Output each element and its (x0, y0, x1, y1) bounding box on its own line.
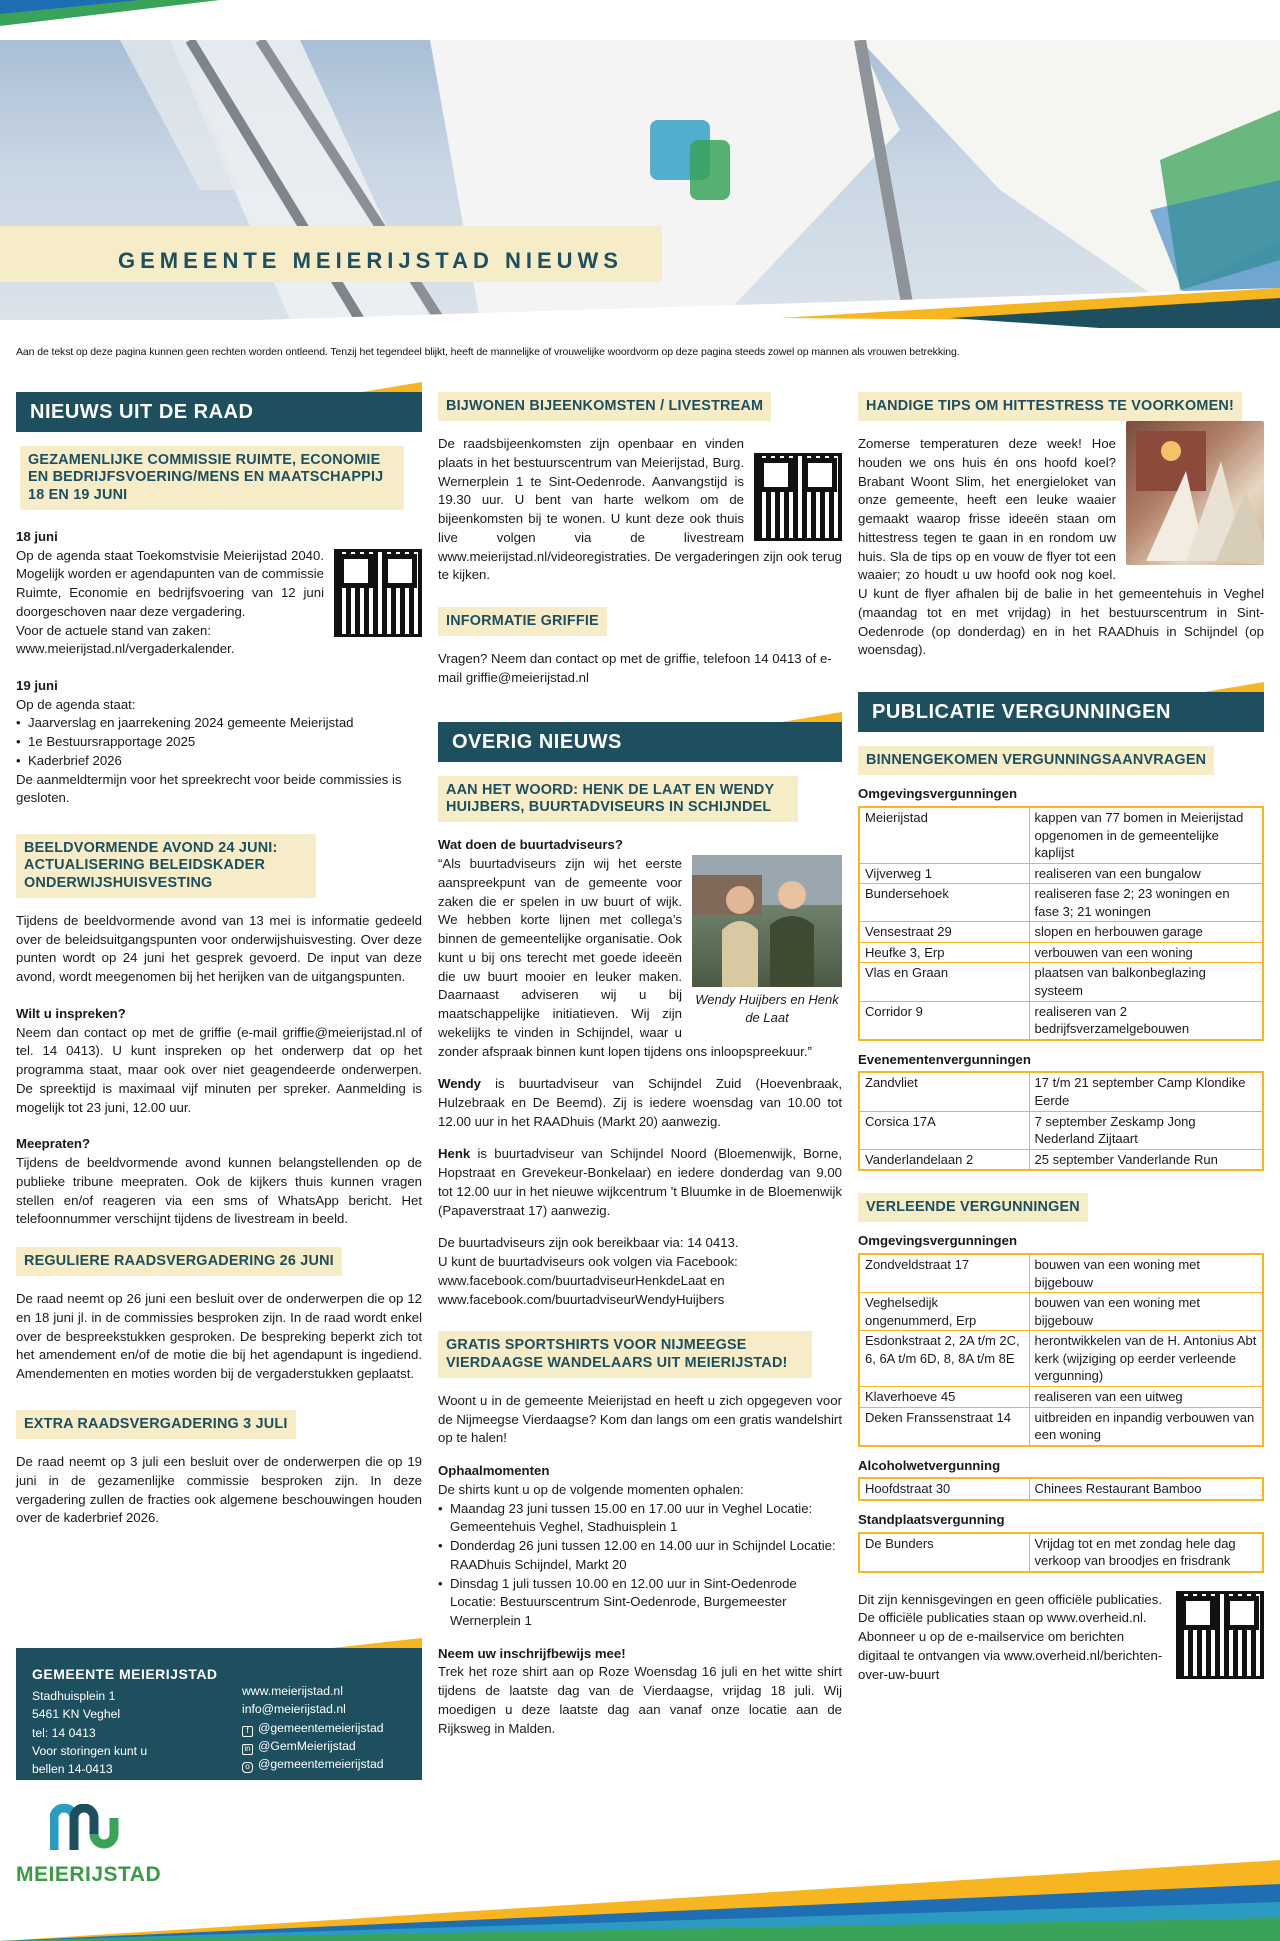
ophaalmomenten-intro: De shirts kunt u op de volgende momenten ophalen: (438, 1481, 744, 1497)
location-cell: Veghelsedijk ongenummerd, Erp (859, 1293, 1029, 1331)
list-item: • Jaarverslag en jaarrekening 2024 gemeente Meierijstad (16, 714, 422, 733)
description-cell: uitbreiden en inpandig verbouwen van een woning (1029, 1407, 1263, 1446)
table-row (859, 884, 1263, 922)
location-cell: Corsica 17A (859, 1111, 1029, 1149)
description-cell: realiseren fase 2; 23 woningen en fase 3; 21 woningen (1029, 884, 1263, 922)
bottom-color-band (0, 288, 1280, 340)
shirts-intro: Woont u in de gemeente Meierijstad en heeft u zich opgegeven voor de Nijmeegse Vierdaagse? Kom dan langs om een gratis wandelshirt op te halen! (438, 1392, 842, 1446)
inschrijfbewijs-label: Neem uw inschrijfbewijs mee! (438, 1645, 626, 1661)
location-cell: Corridor 9 (859, 1001, 1029, 1040)
agenda-list (16, 714, 422, 770)
linkedin-link[interactable]: in @GemMeierijstad (242, 1737, 412, 1755)
buurtadviseurs-quote: “Als buurtadviseurs zijn wij het eerste aanspreekpunt van de gemeente voor zaken die er spelen in uw buurt of wijk. We hebben korte lijnen met collega’s binnen de gemeentelijke organisatie. Ook kunt u bij ons terecht met goede ideeën die uw buurt mooier en leuker maken. Daarnaast adviseren wij u bij maatschappelijke initiatieven. Wij zijn wekelijks te vinden in Schijndel, waar u zonder afspraak binnen kunt lopen tijdens ons inloopspreekuur.” (438, 856, 812, 1059)
table-row (859, 1331, 1263, 1387)
meepraten-label: Meepraten? (16, 1136, 91, 1152)
description-cell: Vrijdag tot en met zondag hele dag verkoop van broodjes en frisdrank (1029, 1533, 1263, 1572)
ophaalmomenten-label: Ophaalmomenten (438, 1463, 550, 1479)
qr-code-vergaderkalender[interactable] (334, 549, 422, 637)
henk-paragraph: Henk is buurtadviseur van Schijndel Noord (Bloemenwijk, Borne, Hopstraat en Grevekeur-Bonkelaar) en iedere donderdag van 9.00 tot 12.00 uur in het nieuwe wijkcentrum 't Bluumke in de Bloemenwijk (Papaverstraat 17) aanwezig. (438, 1146, 842, 1218)
flyer-illustration (1126, 421, 1264, 565)
verleend-omgeving-label: Omgevingsvergunningen (858, 1233, 1018, 1249)
description-cell: 7 september Zeskamp Jong Nederland Zijtaart (1029, 1111, 1263, 1149)
location-cell: Vensestraat 29 (859, 922, 1029, 943)
description-cell: realiseren van 2 bedrijfsverzamelgebouwen (1029, 1001, 1263, 1040)
list-item: • 1e Bestuursrapportage 2025 (16, 733, 422, 752)
table-row (859, 1386, 1263, 1407)
commissie-18-text2: Voor de actuele stand van zaken: (16, 622, 212, 638)
evenement-label: Evenementenvergunningen (858, 1051, 1031, 1067)
location-cell: Zondveldstraat 17 (859, 1254, 1029, 1293)
qr-code-overheid[interactable] (1176, 1591, 1264, 1679)
shirts-heading: GRATIS SPORTSHIRTS VOOR NIJMEEGSE VIERDAAGSE WANDELAARS UIT MEIERIJSTAD! (438, 1331, 812, 1378)
griffie-heading: INFORMATIE GRIFFIE (438, 607, 607, 636)
table-row (859, 1407, 1263, 1446)
location-cell: Deken Franssenstraat 14 (859, 1407, 1029, 1446)
column-nieuws-uit-de-raad (16, 392, 422, 1528)
date-18-juni: 18 juni (16, 528, 58, 544)
list-item: • Kaderbrief 2026 (16, 752, 422, 771)
column-middle (438, 392, 842, 1738)
extra-heading: EXTRA RAADSVERGADERING 3 JULI (16, 1410, 296, 1439)
location-cell: Meierijstad (859, 807, 1029, 863)
publicatie-footer: Dit zijn kennisgevingen en geen officiële publicaties. De officiële publicaties staan op www.overheid.nl. Abonneer u op de e-mailservice om berichten digitaal te ontvangen via www.overheid.nl/berichten-over-uw-buurt (858, 1591, 1163, 1682)
location-cell: Esdonkstraat 2, 2A t/m 2C, 6, 6A t/m 6D, 8, 8A t/m 8E (859, 1331, 1029, 1387)
description-cell: Chinees Restaurant Bamboo (1029, 1478, 1263, 1500)
section-title-raad: NIEUWS UIT DE RAAD (16, 392, 422, 432)
location-cell: Zandvliet (859, 1072, 1029, 1111)
table-row (859, 922, 1263, 943)
description-cell: 17 t/m 21 september Camp Klondike Eerde (1029, 1072, 1263, 1111)
instagram-link[interactable]: o @gemeentemeierijstad (242, 1755, 412, 1773)
table-row (859, 807, 1263, 863)
table-row (859, 1111, 1263, 1149)
location-cell: Klaverhoeve 45 (859, 1386, 1029, 1407)
contact-email-link[interactable]: info@meierijstad.nl (242, 1702, 346, 1717)
list-item: • Donderdag 26 juni tussen 12.00 en 14.00 uur in Schijndel Locatie: RAADhuis Schijndel, Markt 20 (438, 1537, 842, 1574)
table-row (859, 1478, 1263, 1500)
inspreken-label: Wilt u inspreken? (16, 1005, 126, 1021)
location-cell: Bundersehoek (859, 884, 1029, 922)
table-row (859, 1254, 1263, 1293)
extra-text: De raad neemt op 3 juli een besluit over de onderwerpen die op 19 juni in de gezamenlijke commissie besproken zijn. In deze vergadering zullen de fracties ook algemene beschouwingen houden over de kaderbrief 2026. (16, 1454, 422, 1526)
flyer-photo (1126, 421, 1264, 565)
standplaats-table (858, 1532, 1264, 1573)
evenement-table (858, 1071, 1264, 1171)
griffie-text: Vragen? Neem dan contact op met de griffie, telefoon 14 0413 of e-mail griffie@meierijstad.nl (438, 651, 832, 686)
list-item: • Dinsdag 1 juli tussen 10.00 en 12.00 uur in Sint-Oedenrode Locatie: Bestuurscentrum Sint-Oedenrode, Burgemeester Wernerplein 1 (438, 1575, 842, 1631)
facebook-link[interactable]: f @gemeentemeierijstad (242, 1719, 412, 1737)
description-cell: herontwikkelen van de H. Antonius Abt kerk (wijziging op eerder verleende vergunning) (1029, 1331, 1263, 1387)
table-row (859, 963, 1263, 1001)
contact-tel: tel: 14 0413 (32, 1725, 96, 1740)
linkedin-icon: in (242, 1744, 253, 1755)
commissie-19-outro: De aanmeldtermijn voor het spreekrecht voor beide commissies is gesloten. (16, 771, 402, 806)
vergaderkalender-link[interactable]: www.meierijstad.nl/vergaderkalender. (16, 641, 235, 657)
logo-text: MEIERIJSTAD (16, 1863, 162, 1886)
description-cell: plaatsen van balkonbeglazing systeem (1029, 963, 1263, 1001)
description-cell: realiseren van een uitweg (1029, 1386, 1263, 1407)
section-title-overig: OVERIG NIEUWS (438, 722, 842, 762)
description-cell: slopen en herbouwen garage (1029, 922, 1263, 943)
location-cell: Vanderlandelaan 2 (859, 1149, 1029, 1170)
beeldvormend-heading: BEELDVORMENDE AVOND 24 JUNI: ACTUALISERING BELEIDSKADER ONDERWIJSHUISVESTING (16, 834, 316, 898)
location-cell: Vijverweg 1 (859, 863, 1029, 884)
buurtadviseurs-question: Wat doen de buurtadviseurs? (438, 837, 623, 853)
instagram-icon: o (242, 1762, 253, 1773)
hitte-heading: HANDIGE TIPS OM HITTESTRESS TE VOORKOMEN! (858, 392, 1242, 421)
contact-address1: Stadhuisplein 1 (32, 1689, 116, 1703)
verleend-heading: VERLEENDE VERGUNNINGEN (858, 1193, 1088, 1222)
table-row (859, 942, 1263, 963)
location-cell: Hoofdstraat 30 (859, 1478, 1029, 1500)
wendy-paragraph: Wendy is buurtadviseur van Schijndel Zuid (Hoevenbraak, Hulzebraak en De Beemd). Zij is iedere woensdag van 10.00 tot 12.00 uur in het RAADhuis (Markt 20) aanwezig. (438, 1076, 842, 1129)
standplaats-label: Standplaatsvergunning (858, 1511, 1005, 1527)
description-cell: realiseren van een bungalow (1029, 863, 1263, 884)
advisors-photo (692, 855, 842, 1026)
inspreken-text: Neem dan contact op met de griffie (e-mail griffie@meierijstad.nl of tel. 14 0413). U kunt inspreken op het onderwerp dat op het programma staat, maar ook over niet geagendeerde onderwerpen. De spreektijd is maximaal vijf minuten per spreker. Aanmelding is mogelijk tot 23 juni, 12.00 uur. (16, 1024, 422, 1115)
advisors-illustration (692, 855, 842, 987)
table-row (859, 1001, 1263, 1040)
location-cell: De Bunders (859, 1533, 1029, 1572)
qr-code-livestream[interactable] (754, 453, 842, 541)
commissie-heading: GEZAMENLIJKE COMMISSIE RUIMTE, ECONOMIE EN BEDRIJFSVOERING/MENS EN MAATSCHAPPIJ 18 EN 19 JUNI (20, 446, 404, 510)
binnengekomen-heading: BINNENGEKOMEN VERGUNNINGSAANVRAGEN (858, 746, 1214, 775)
inschrijfbewijs-text: Trek het roze shirt aan op Roze Woensdag 16 juli en het witte shirt tijdens de laatste dag van de Vierdaagse, vrijdag 18 juli. Wij moedigen u deze laatste dag aan vanaf onze locatie aan de Rijksweg in Malden. (438, 1664, 842, 1736)
contact-storing1: Voor storingen kunt u (32, 1743, 148, 1758)
bereik-text-2: U kunt de buurtadviseurs ook volgen via Facebook: (438, 1254, 738, 1270)
table-row (859, 1072, 1263, 1111)
bereik-text-1: De buurtadviseurs zijn ook bereikbaar via: 14 0413. (438, 1235, 739, 1251)
top-color-band (0, 0, 1280, 52)
facebook-icon: f (242, 1726, 253, 1737)
regulier-text: De raad neemt op 26 juni een besluit over de onderwerpen die op 12 en 18 juni jl. in de commissies besproken zijn. In de raad wordt enkel over de bespreekstukken gesproken. De bespreking beperkt zich tot het amendement en/of de motie die bij het agendapunt is ingediend. Amendementen en moties worden bij de vergaderstukken geplaatst. (16, 1291, 422, 1382)
table-row (859, 1149, 1263, 1170)
advisors-caption: Wendy Huijbers en Henk de Laat (695, 992, 839, 1025)
commissie-19-intro: Op de agenda staat: (16, 696, 136, 712)
alcohol-table (858, 1477, 1264, 1501)
description-cell: kappen van 77 bomen in Meierijstad opgenomen in de gemeentelijke kaplijst (1029, 807, 1263, 863)
contact-title: GEMEENTE MEIERIJSTAD (32, 1666, 218, 1682)
footer-color-bands (0, 1840, 1280, 1941)
list-item: • Maandag 23 juni tussen 15.00 en 17.00 uur in Veghel Locatie: Gemeentehuis Veghel, Stadhuisplein 1 (438, 1500, 842, 1537)
regulier-heading: REGULIERE RAADSVERGADERING 26 JUNI (16, 1247, 342, 1276)
verleend-omgeving-table (858, 1253, 1264, 1446)
contact-address2: 5461 KN Veghel (32, 1707, 121, 1722)
facebook-wendy-link[interactable]: www.facebook.com/buurtadviseurWendyHuijbers (438, 1291, 725, 1307)
contact-storing2: bellen 14-0413 (32, 1762, 113, 1777)
bijwonen-text: De raadsbijeenkomsten zijn openbaar en vinden plaats in het bestuurscentrum van Meierijstad, Burg. Wernerplein 1 te Sint-Oedenrode. Aanvangstijd is 19.30 uur. U bent van harte welkom om de bijeenkomsten bij te wonen. U kunt deze ook thuis live volgen via de livestream www.meierijstad.nl/videoregistraties. De vergaderingen zijn ook terug te kijken. (438, 436, 842, 583)
facebook-henk-link[interactable]: www.facebook.com/buurtadviseurHenkdeLaat en (438, 1272, 725, 1288)
commissie-18-text: Op de agenda staat Toekomstvisie Meierijstad 2040. Mogelijk worden er agendapunten van de commissie Ruimte, Economie en bedrijfsvoering van 12 juni doorgeschoven naar deze vergadering. (16, 547, 324, 619)
disclaimer-text: Aan de tekst op deze pagina kunnen geen rechten worden ontleend. Tenzij het tegendeel blijkt, heeft de mannelijke of vrouwelijke woordvorm op deze pagina steeds zowel op mannen als vrouwen betrekking. (16, 346, 960, 358)
column-right (858, 392, 1264, 1684)
contact-web-link[interactable]: www.meierijstad.nl (242, 1684, 343, 1698)
ophaalmomenten-list (438, 1500, 842, 1631)
hitte-text: Zomerse temperaturen deze week! Hoe houden we ons huis én ons hoofd koel? Brabant Woont Slim, het energieloket van onze gemeente, heeft een leuke waaier gemaakt waarop frisse ideeën staan om hittestress tegen te gaan in en rondom uw huis. Sla de tips op en vouw de flyer tot een waaier; zo houdt u uw hoofd ook nog koel. U kunt de flyer afhalen bij de balie in het gemeentehuis in Veghel (maandag tot en met vrijdag) in het bestuurscentrum in Sint-Oedenrode (op donderdag) en in het RAADhuis in Schijndel (op woensdag). (858, 436, 1264, 658)
description-cell: verbouwen van een woning (1029, 942, 1263, 963)
meepraten-text: Tijdens de beeldvormende avond kunnen belangstellenden op de publieke tribune meepraten. Ook de kijkers thuis kunnen vragen stellen en/of reageren via een sms of WhatsApp bericht. Het telefoonnummer verschijnt tijdens de livestream in beeld. (16, 1155, 422, 1227)
date-19-juni: 19 juni (16, 677, 58, 693)
description-cell: bouwen van een woning met bijgebouw (1029, 1254, 1263, 1293)
table-row (859, 863, 1263, 884)
description-cell: bouwen van een woning met bijgebouw (1029, 1293, 1263, 1331)
alcohol-label: Alcoholwetvergunning (858, 1457, 1001, 1473)
woord-heading: AAN HET WOORD: HENK DE LAAT EN WENDY HUIJBERS, BUURTADVISEURS IN SCHIJNDEL (438, 776, 798, 823)
omgeving-label: Omgevingsvergunningen (858, 786, 1018, 802)
bijwonen-heading: BIJWONEN BIJEENKOMSTEN / LIVESTREAM (438, 392, 771, 421)
table-row (859, 1533, 1263, 1572)
beeldvormend-text: Tijdens de beeldvormende avond van 13 mei is informatie gedeeld over de beleidsuitgangspunten voor onderwijshuisvesting. Over deze punten wordt op 24 juni het gesprek gevoerd. De input van deze avond, wordt meegenomen bij het herijken van de uitgangspunten. (16, 912, 422, 985)
location-cell: Heufke 3, Erp (859, 942, 1029, 963)
table-row (859, 1293, 1263, 1331)
header-hero (0, 0, 1280, 340)
description-cell: 25 september Vanderlande Run (1029, 1149, 1263, 1170)
contact-box (16, 1648, 422, 1780)
location-cell: Vlas en Graan (859, 963, 1029, 1001)
omgeving-table (858, 806, 1264, 1041)
section-title-publicatie: PUBLICATIE VERGUNNINGEN (858, 692, 1264, 732)
page-title: GEMEENTE MEIERIJSTAD NIEUWS (118, 248, 623, 273)
